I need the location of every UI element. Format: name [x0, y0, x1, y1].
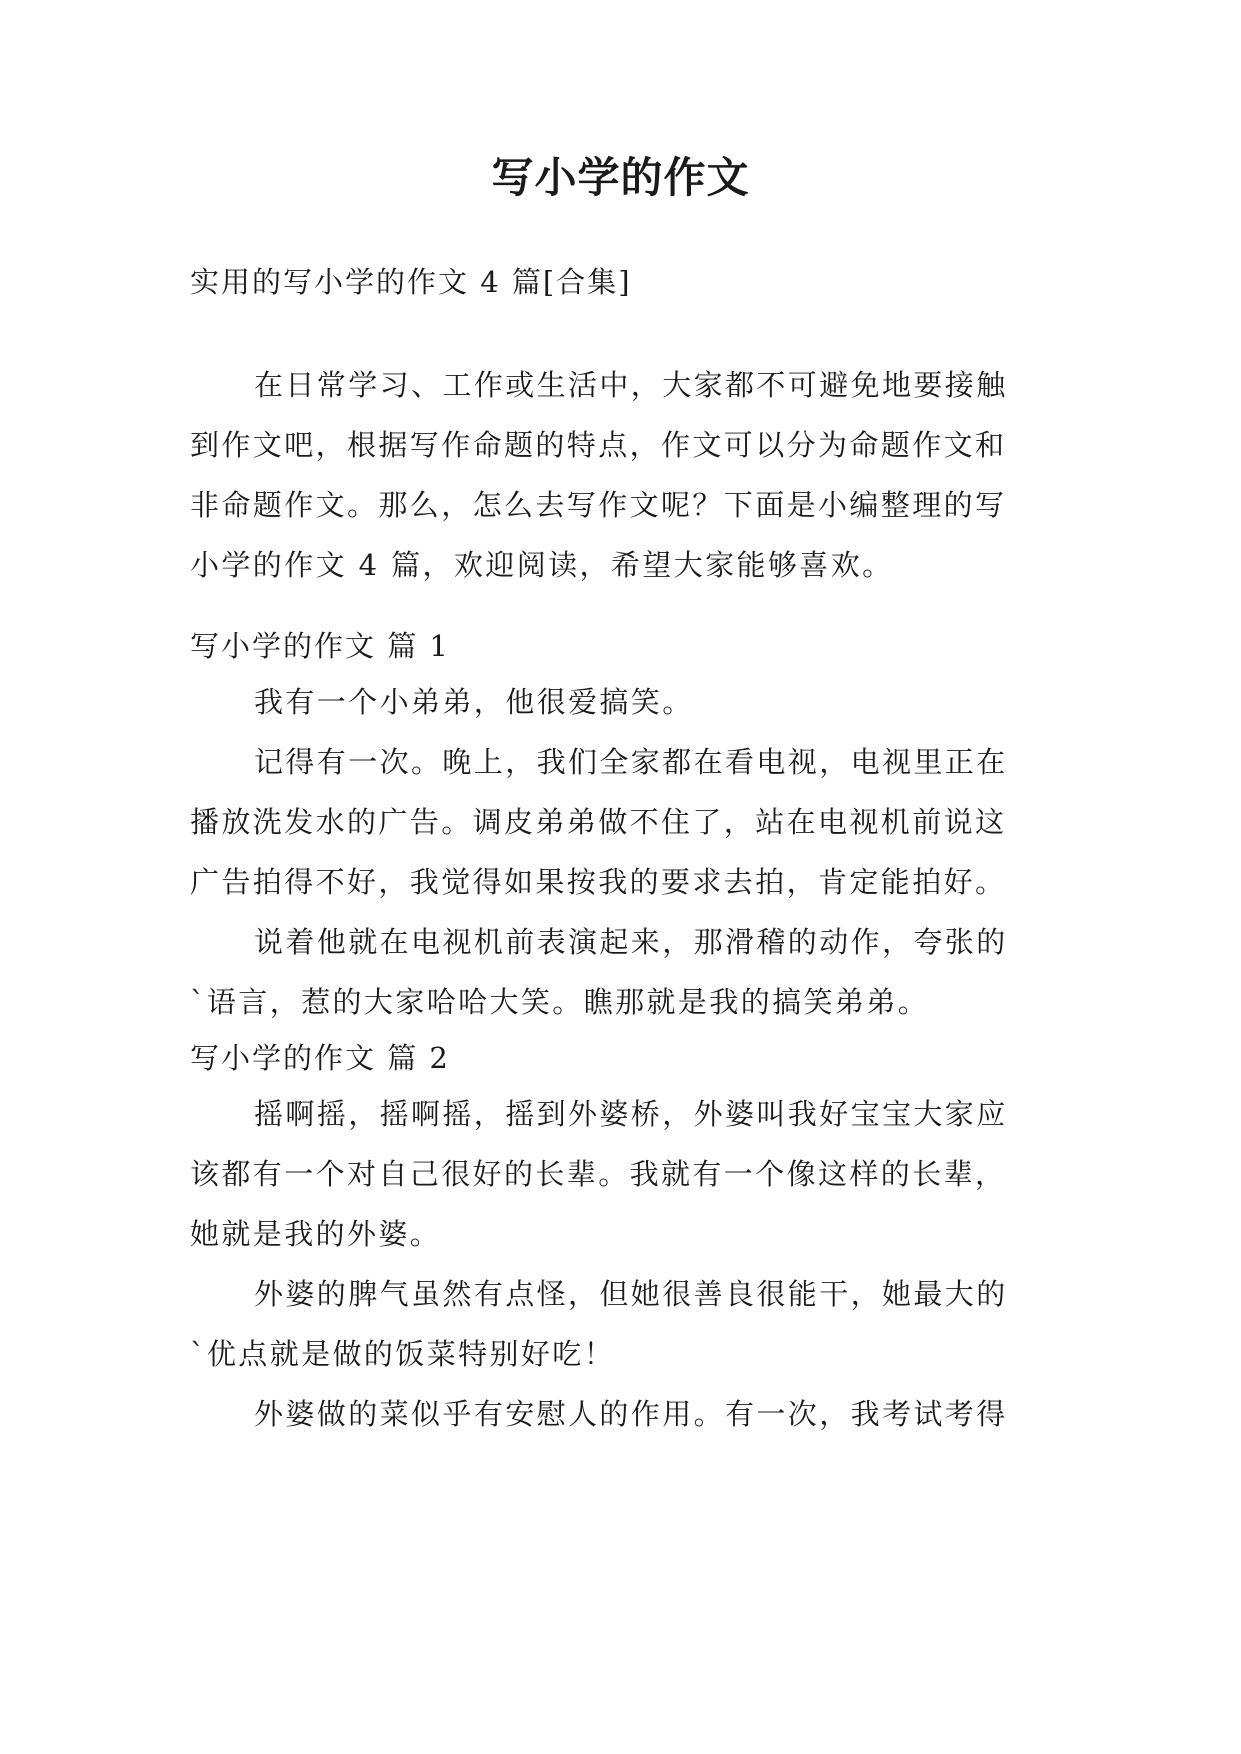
- body-line: 该都有一个对自己很好的长辈。我就有一个像这样的长辈，: [190, 1157, 1007, 1191]
- section-body-2: [190, 1084, 1050, 1444]
- section-heading-2: 写小学的作文 篇 2: [190, 1041, 450, 1075]
- section-body-1: [190, 672, 1050, 1032]
- intro-line: 在日常学习、工作或生活中，大家都不可避免地要接触: [254, 368, 1008, 402]
- body-line: `优点就是做的饭菜特别好吃！: [190, 1337, 616, 1371]
- body-line: 摇啊摇，摇啊摇，摇到外婆桥，外婆叫我好宝宝大家应: [254, 1097, 1008, 1131]
- body-line: 记得有一次。晚上，我们全家都在看电视，电视里正在: [254, 745, 1008, 779]
- document-title: 写小学的作文: [491, 153, 750, 202]
- body-line: 说着他就在电视机前表演起来，那滑稽的动作，夸张的: [254, 925, 1008, 959]
- intro-line: 到作文吧，根据写作命题的特点，作文可以分为命题作文和: [190, 428, 1007, 462]
- intro-paragraph: [190, 355, 1050, 595]
- body-line: `语言，惹的大家哈哈大笑。瞧那就是我的搞笑弟弟。: [190, 985, 930, 1019]
- intro-line: 小学的作文 4 篇，欢迎阅读，希望大家能够喜欢。: [190, 548, 894, 582]
- body-line: 播放洗发水的广告。调皮弟弟做不住了，站在电视机前说这: [190, 805, 1007, 839]
- body-line: 外婆做的菜似乎有安慰人的作用。有一次，我考试考得: [254, 1397, 1008, 1431]
- body-line: 我有一个小弟弟，他很爱搞笑。: [254, 685, 694, 719]
- body-line: 外婆的脾气虽然有点怪，但她很善良很能干，她最大的: [254, 1277, 1008, 1311]
- document-subtitle: 实用的写小学的作文 4 篇[合集]: [190, 265, 632, 299]
- intro-line: 非命题作文。那么，怎么去写作文呢？下面是小编整理的写: [190, 488, 1007, 522]
- body-line: 她就是我的外婆。: [190, 1217, 442, 1251]
- body-line: 广告拍得不好，我觉得如果按我的要求去拍，肯定能拍好。: [190, 865, 1007, 899]
- section-heading-1: 写小学的作文 篇 1: [190, 629, 450, 663]
